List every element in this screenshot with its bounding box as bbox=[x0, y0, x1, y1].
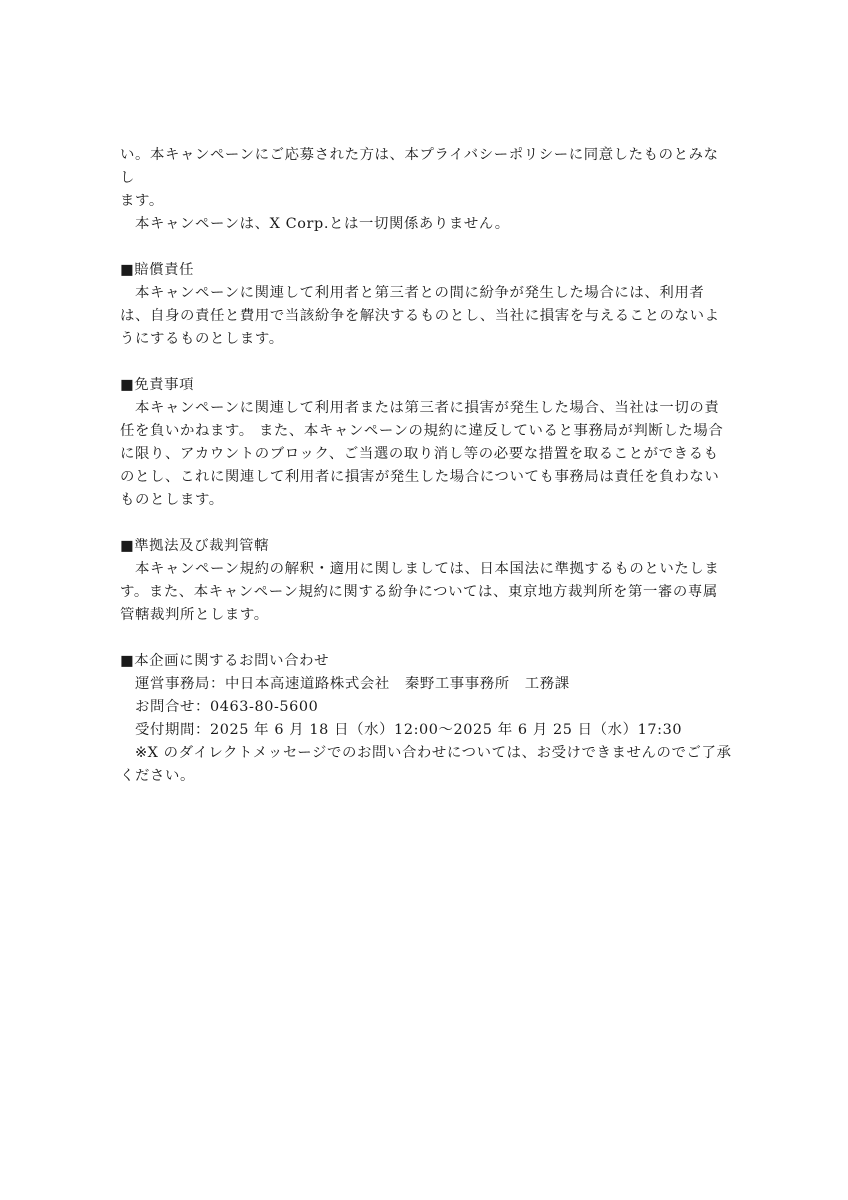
disclaimer-body: 本キャンペーンに関連して利用者または第三者に損害が発生した場合、当社は一切の責任を負いかねます。 また、本キャンペーンの規約に違反していると事務局が判断した場合に限り、アカウントのブロック、ご当選の取り消し等の必要な措置を取ることができるものとし、これに関連して利用者に損害が発生した場合についても事務局は責任を負わないものとします。 bbox=[120, 400, 724, 508]
document-page bbox=[120, 144, 732, 788]
intro-section bbox=[120, 144, 732, 236]
liability-section bbox=[120, 259, 732, 351]
liability-heading: ■賠償責任 bbox=[120, 262, 195, 278]
intro-line-2: ます。 bbox=[120, 193, 164, 209]
contact-note-line-2: ください。 bbox=[120, 768, 195, 784]
disclaimer-section bbox=[120, 374, 732, 512]
contact-period: 受付期間：2025 年 6 月 18 日（水）12:00～2025 年 6 月 25 日（水）17:30 bbox=[135, 722, 683, 738]
governing-law-section bbox=[120, 535, 732, 627]
contact-office: 運営事務局：中日本高速道路株式会社 秦野工事事務所 工務課 bbox=[135, 676, 570, 692]
contact-section bbox=[120, 650, 732, 788]
intro-line-3: 本キャンペーンは、X Corp.とは一切関係ありません。 bbox=[135, 216, 510, 232]
governing-law-heading: ■準拠法及び裁判管轄 bbox=[120, 538, 270, 554]
contact-note-line-1: ※X のダイレクトメッセージでのお問い合わせについては、お受けできませんのでご了承 bbox=[135, 745, 732, 761]
liability-body: 本キャンペーンに関連して利用者と第三者との間に紛争が発生した場合には、利用者は、自身の責任と費用で当該紛争を解決するものとし、当社に損害を与えることのないようにするものとします。 bbox=[120, 285, 720, 347]
governing-law-body: 本キャンペーン規約の解釈・適用に関しましては、日本国法に準拠するものといたします。また、本キャンペーン規約に関する紛争については、東京地方裁判所を第一審の専属管轄裁判所とします。 bbox=[120, 561, 720, 623]
disclaimer-heading: ■免責事項 bbox=[120, 377, 195, 393]
contact-phone: お問合せ：0463-80-5600 bbox=[135, 699, 319, 715]
intro-line-1: い。本キャンペーンにご応募された方は、本プライバシーポリシーに同意したものとみなし bbox=[120, 147, 719, 186]
contact-heading: ■本企画に関するお問い合わせ bbox=[120, 653, 330, 669]
